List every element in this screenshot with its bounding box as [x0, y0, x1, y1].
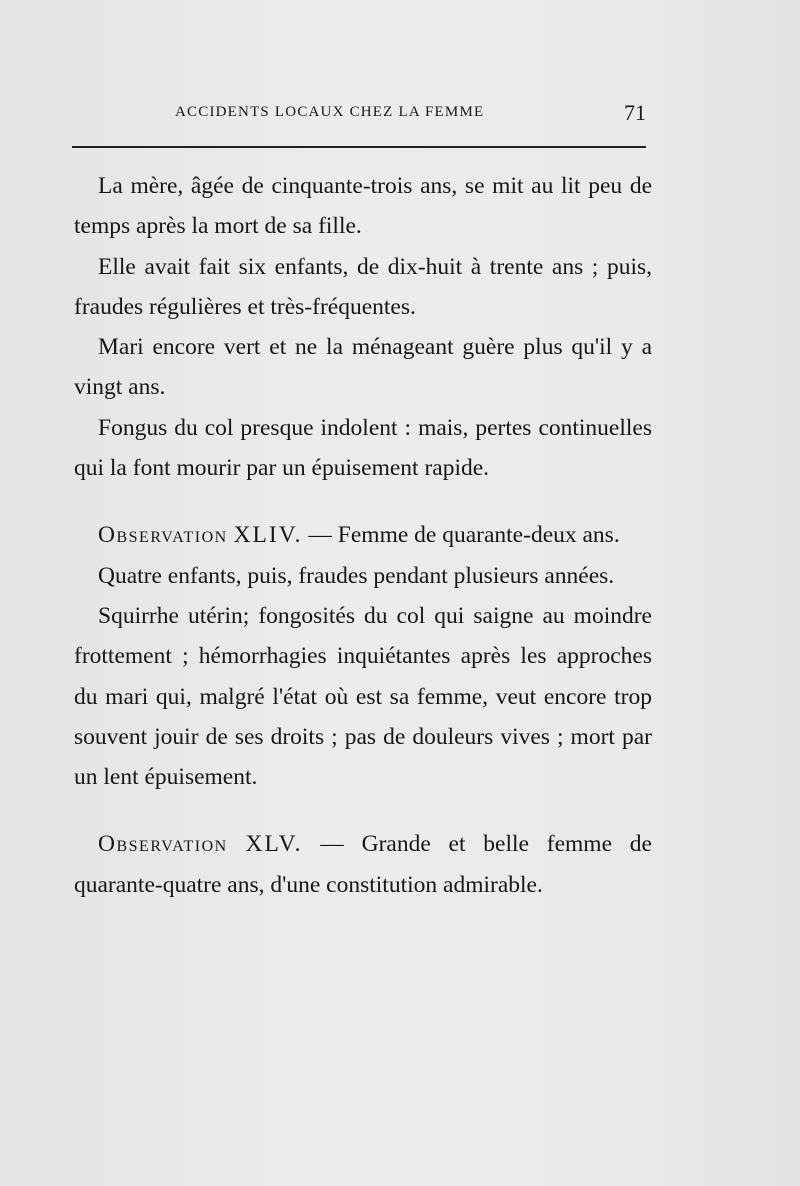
observation-45-text: — Grande et belle femme de quarante-quatre ans, d'une constitution admirable.: [74, 831, 652, 898]
running-head: [72, 100, 652, 140]
paragraph-four-children: Quatre enfants, puis, fraudes pendant plusieurs années.: [98, 562, 615, 589]
observation-44-number: XLIV.: [233, 522, 303, 549]
observation-45-number: XLV.: [245, 831, 303, 858]
observation-44: [74, 515, 652, 555]
paragraph-fongus: Fongus du col presque indolent : mais, pertes continuelles qui la font mourir par un épuisement rapide.: [74, 414, 652, 482]
paragraph-mother: La mère, âgée de cinquante-trois ans, se mit au lit peu de temps après la mort de sa fille.: [74, 173, 652, 240]
running-title: ACCIDENTS LOCAUX CHEZ LA FEMME: [175, 104, 485, 120]
observation-45: [74, 824, 652, 905]
observation-45-label: Observation: [98, 831, 228, 858]
paragraph-squirrhe: Squirrhe utérin; fongosités du col qui saigne au moindre frottement ; hémorrhagies inquiétantes après les approches du mari qui, malgré l'état où est sa femme, veut encore trop souvent jouir de ses droits ; pas de douleurs vives ; mort par un lent épuisement.: [74, 602, 652, 791]
body-text: [74, 166, 652, 905]
page-number: 71: [624, 100, 646, 125]
paragraph-husband: Mari encore vert et ne la ménageant guère plus qu'il y a vingt ans.: [74, 334, 652, 401]
observation-44-text: — Femme de quarante-deux ans.: [302, 522, 620, 549]
observation-44-label: Observation: [98, 522, 228, 549]
header-rule: [72, 146, 646, 148]
paragraph-children: Elle avait fait six enfants, de dix-huit à trente ans ; puis, fraudes régulières et très-fréquentes.: [74, 253, 652, 320]
